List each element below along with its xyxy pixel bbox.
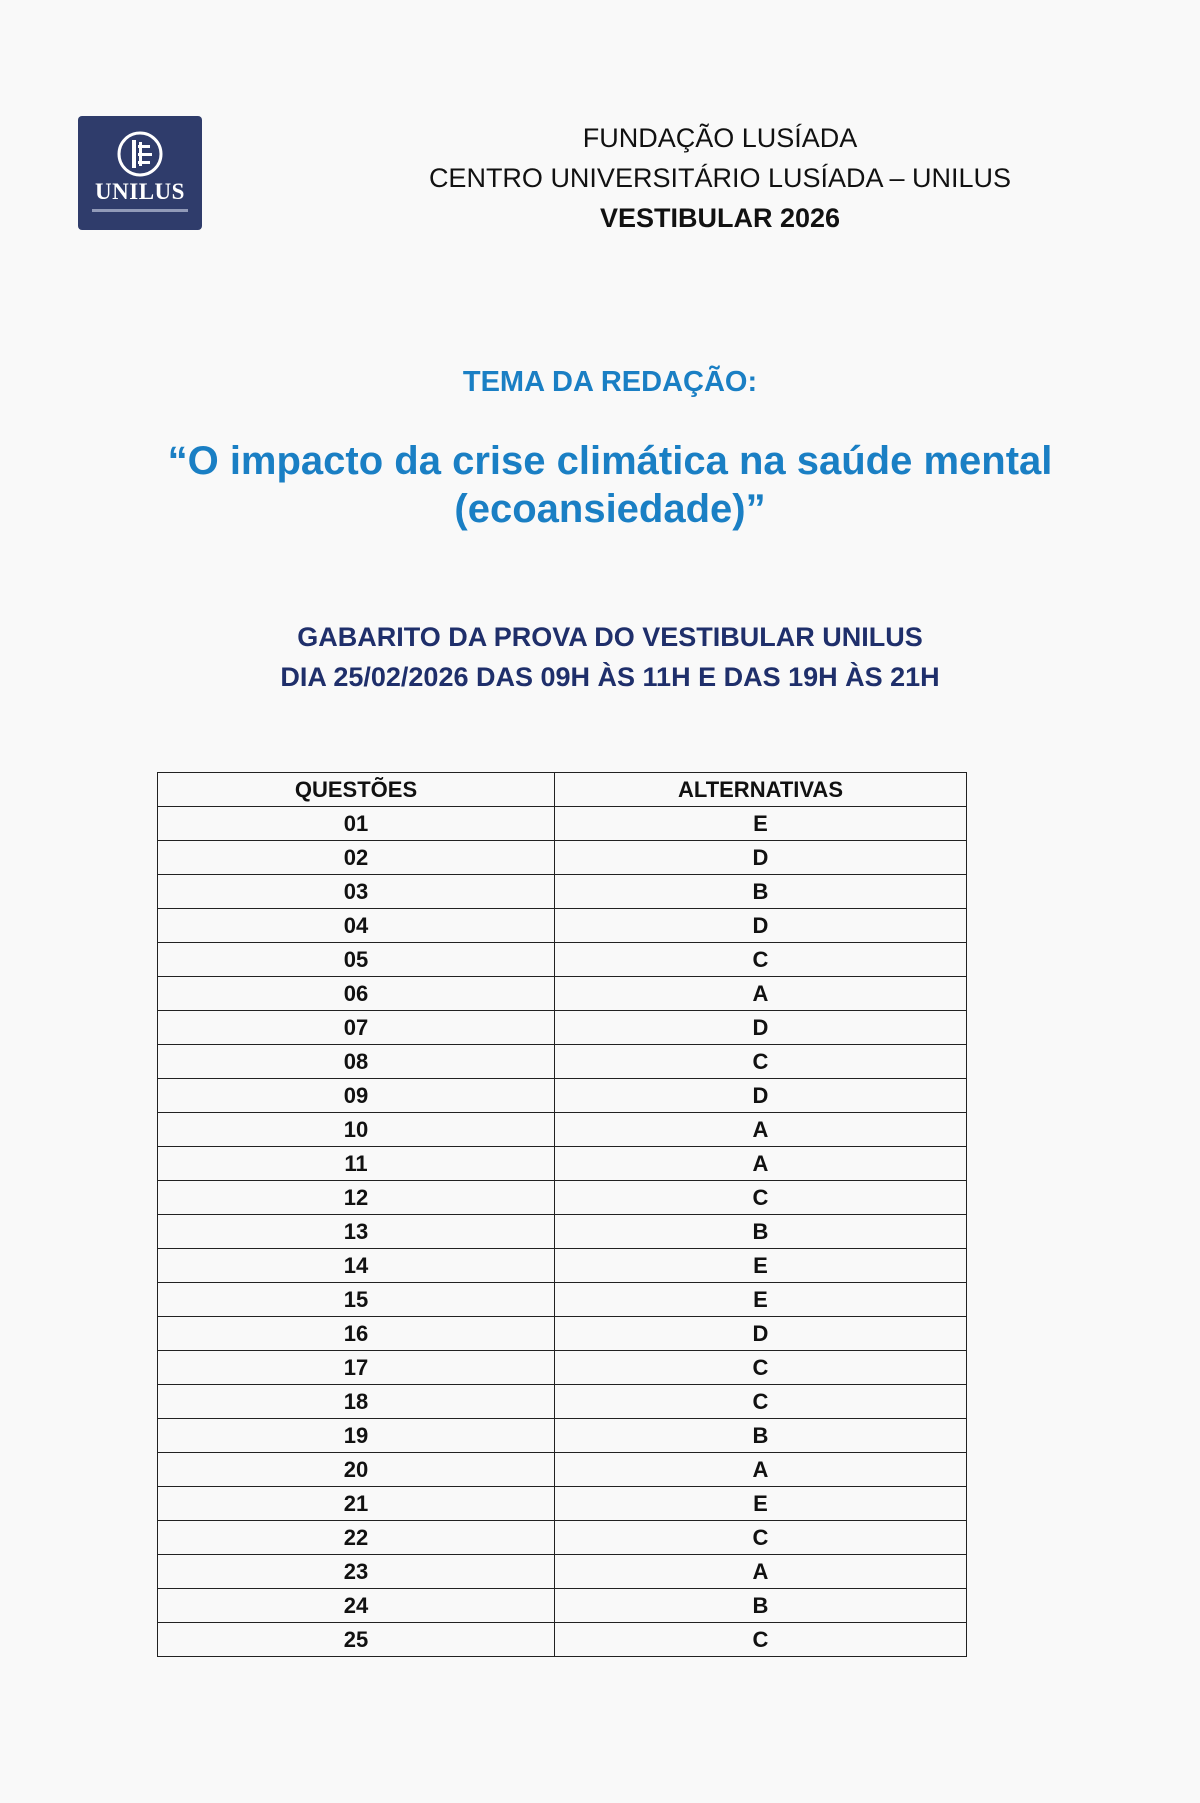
answer-key-date: DIA 25/02/2026 DAS 09H ÀS 11H E DAS 19H ÀS 21H [280, 662, 940, 692]
table-row [158, 1623, 967, 1657]
question-number-cell: 15 [158, 1283, 555, 1317]
header-exam: VESTIBULAR 2026 [599, 203, 841, 233]
logo-text: UNILUS [95, 179, 185, 204]
answer-alternative-cell: C [555, 943, 967, 977]
table-row [158, 1521, 967, 1555]
table-row [158, 807, 967, 841]
answer-alternative-cell: A [555, 1113, 967, 1147]
answer-alternative-cell: B [555, 1215, 967, 1249]
table-row [158, 1351, 967, 1385]
answer-alternative-cell: E [555, 1249, 967, 1283]
table-row [158, 1249, 967, 1283]
answer-alternative-cell: C [555, 1385, 967, 1419]
answer-alternative-cell: B [555, 875, 967, 909]
essay-theme-label: TEMA DA REDAÇÃO: [462, 366, 758, 398]
question-number-cell: 06 [158, 977, 555, 1011]
answer-alternative-cell: C [555, 1623, 967, 1657]
question-number-cell: 17 [158, 1351, 555, 1385]
question-number-cell: 07 [158, 1011, 555, 1045]
header-university: CENTRO UNIVERSITÁRIO LUSÍADA – UNILUS [428, 163, 1012, 193]
answer-alternative-cell: B [555, 1419, 967, 1453]
answer-alternative-cell: D [555, 909, 967, 943]
answer-alternative-cell: D [555, 1011, 967, 1045]
question-number-cell: 10 [158, 1113, 555, 1147]
essay-theme-line1: “O impacto da crise climática na saúde mental [167, 439, 1053, 483]
table-row [158, 1079, 967, 1113]
table-row [158, 875, 967, 909]
question-number-cell: 23 [158, 1555, 555, 1589]
table-row [158, 1045, 967, 1079]
column-header-alternatives: ALTERNATIVAS [555, 773, 967, 807]
table-row [158, 1385, 967, 1419]
table-row [158, 1283, 967, 1317]
table-row [158, 1419, 967, 1453]
question-number-cell: 19 [158, 1419, 555, 1453]
question-number-cell: 08 [158, 1045, 555, 1079]
question-number-cell: 20 [158, 1453, 555, 1487]
question-number-cell: 09 [158, 1079, 555, 1113]
answer-alternative-cell: E [555, 807, 967, 841]
answer-alternative-cell: C [555, 1181, 967, 1215]
question-number-cell: 11 [158, 1147, 555, 1181]
question-number-cell: 03 [158, 875, 555, 909]
answer-alternative-cell: E [555, 1283, 967, 1317]
question-number-cell: 14 [158, 1249, 555, 1283]
question-number-cell: 21 [158, 1487, 555, 1521]
answer-alternative-cell: E [555, 1487, 967, 1521]
essay-theme-line2: (ecoansiedade)” [454, 487, 766, 531]
answer-alternative-cell: D [555, 841, 967, 875]
question-number-cell: 24 [158, 1589, 555, 1623]
answer-alternative-cell: C [555, 1521, 967, 1555]
essay-theme-title [100, 437, 1120, 533]
answer-alternative-cell: C [555, 1351, 967, 1385]
table-header-row [158, 773, 967, 807]
question-number-cell: 16 [158, 1317, 555, 1351]
header-foundation: FUNDAÇÃO LUSÍADA [582, 123, 858, 153]
table-row [158, 841, 967, 875]
table-row [158, 1487, 967, 1521]
question-number-cell: 18 [158, 1385, 555, 1419]
table-row [158, 1555, 967, 1589]
table-row [158, 1453, 967, 1487]
answer-alternative-cell: A [555, 977, 967, 1011]
answer-alternative-cell: A [555, 1147, 967, 1181]
table-row [158, 1589, 967, 1623]
question-number-cell: 13 [158, 1215, 555, 1249]
document-header [380, 118, 1060, 238]
table-row [158, 1317, 967, 1351]
table-row [158, 909, 967, 943]
answer-alternative-cell: D [555, 1079, 967, 1113]
question-number-cell: 04 [158, 909, 555, 943]
table-row [158, 1181, 967, 1215]
answer-key-title: GABARITO DA PROVA DO VESTIBULAR UNILUS [297, 622, 923, 652]
table-row [158, 943, 967, 977]
answer-alternative-cell: B [555, 1589, 967, 1623]
table-row [158, 977, 967, 1011]
question-number-cell: 01 [158, 807, 555, 841]
unilus-emblem-icon [116, 130, 164, 178]
unilus-logo [78, 116, 202, 230]
question-number-cell: 02 [158, 841, 555, 875]
column-header-questions: QUESTÕES [158, 773, 555, 807]
question-number-cell: 22 [158, 1521, 555, 1555]
table-row [158, 1147, 967, 1181]
answer-key-table [157, 772, 967, 1657]
answer-alternative-cell: D [555, 1317, 967, 1351]
table-row [158, 1215, 967, 1249]
answer-alternative-cell: A [555, 1453, 967, 1487]
answer-key-heading [0, 617, 1200, 697]
table-row [158, 1113, 967, 1147]
answer-alternative-cell: A [555, 1555, 967, 1589]
question-number-cell: 05 [158, 943, 555, 977]
question-number-cell: 25 [158, 1623, 555, 1657]
logo-subline [92, 209, 188, 212]
table-row [158, 1011, 967, 1045]
answer-alternative-cell: C [555, 1045, 967, 1079]
question-number-cell: 12 [158, 1181, 555, 1215]
